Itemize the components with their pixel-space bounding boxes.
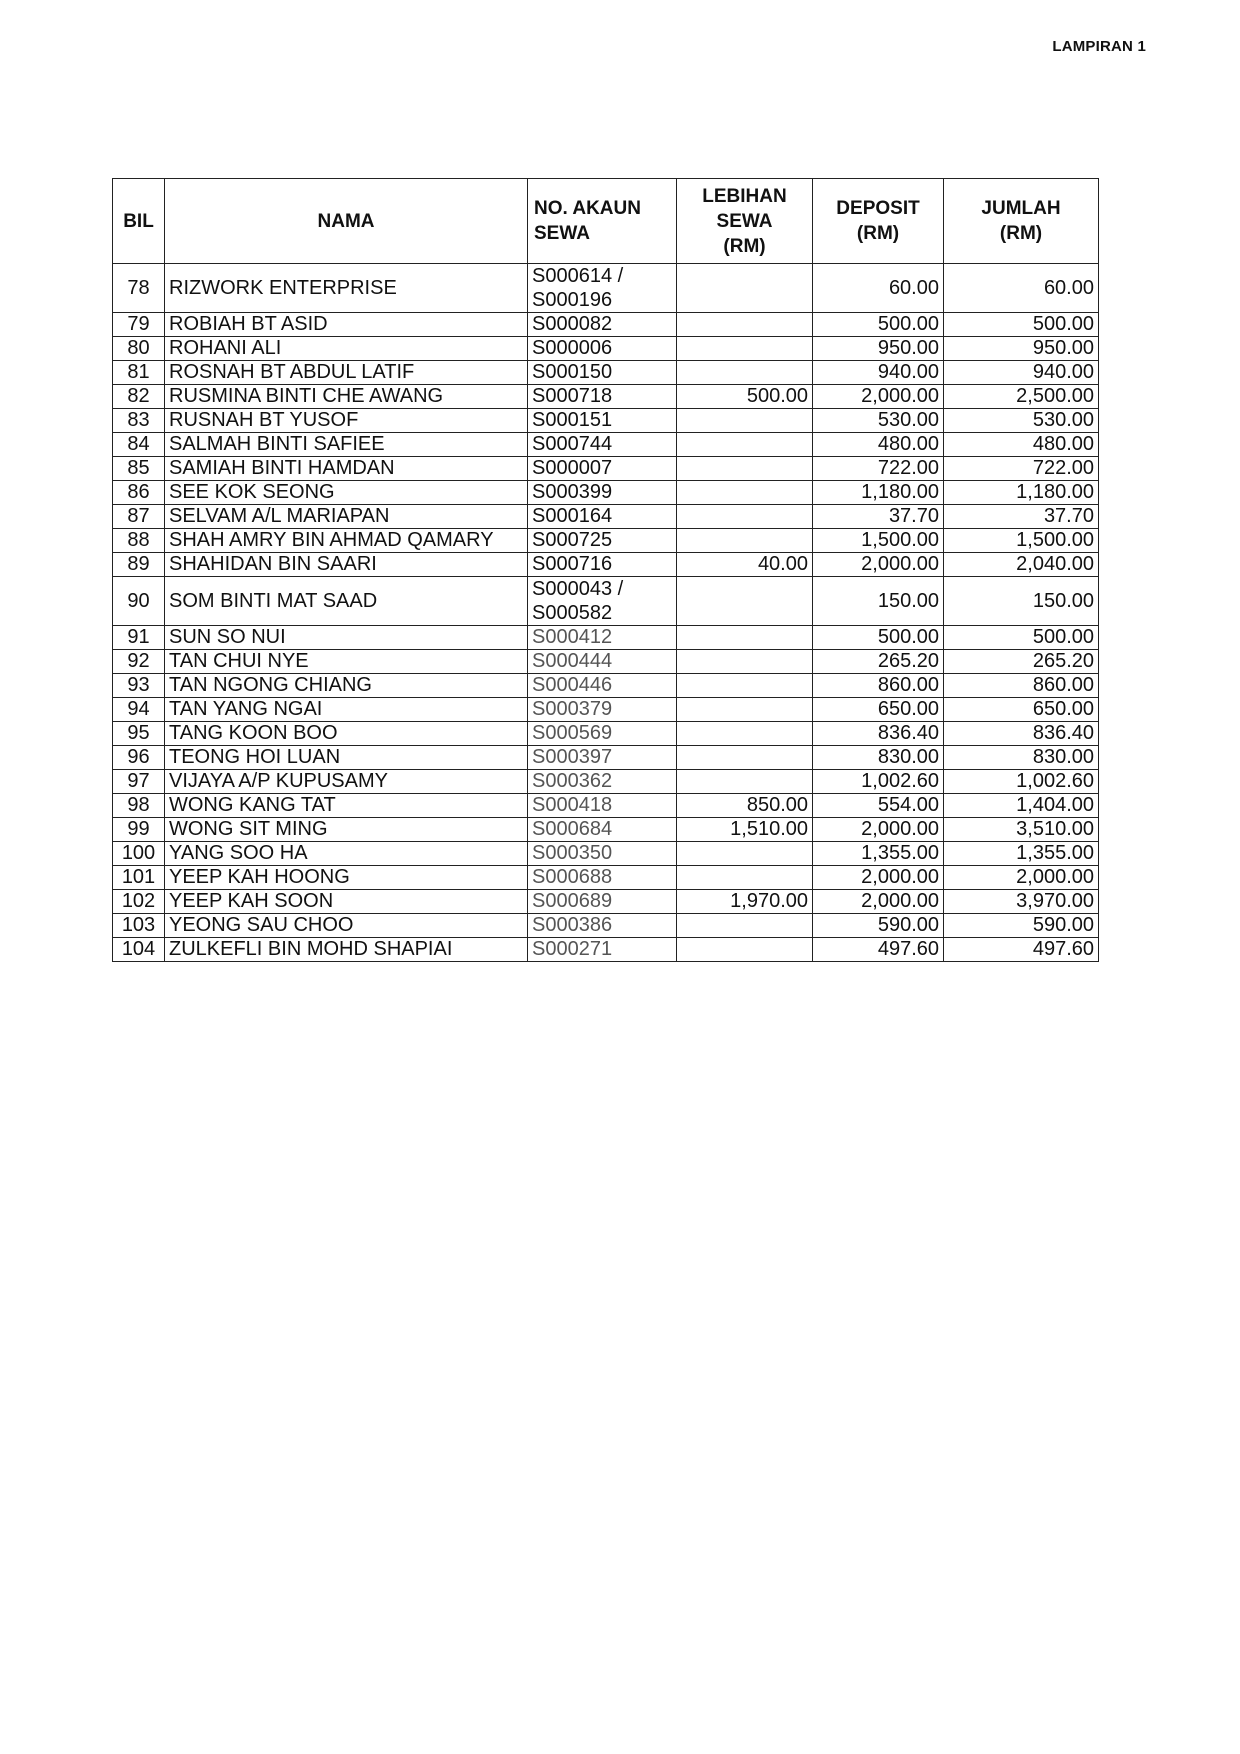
cell-jumlah: 830.00 [944, 746, 1099, 770]
annex-label: LAMPIRAN 1 [1052, 38, 1146, 55]
cell-jumlah: 1,002.60 [944, 770, 1099, 794]
table-header [113, 179, 1099, 264]
cell-lebihan-sewa [677, 505, 813, 529]
cell-jumlah: 265.20 [944, 650, 1099, 674]
table-row [113, 794, 1099, 818]
table-row [113, 505, 1099, 529]
cell-deposit: 836.40 [813, 722, 944, 746]
cell-bil: 79 [113, 313, 165, 337]
cell-no-akaun-sewa [528, 722, 677, 746]
cell-deposit: 650.00 [813, 698, 944, 722]
cell-jumlah: 650.00 [944, 698, 1099, 722]
account-number: S000350 [532, 842, 613, 864]
header-jumlah [944, 179, 1099, 264]
cell-bil: 95 [113, 722, 165, 746]
account-number: S000043 / [532, 578, 624, 600]
header-row [113, 179, 1099, 264]
cell-lebihan-sewa: 850.00 [677, 794, 813, 818]
table-row [113, 914, 1099, 938]
account-number: S000725 [532, 529, 613, 551]
cell-jumlah: 1,500.00 [944, 529, 1099, 553]
cell-lebihan-sewa [677, 938, 813, 962]
deposit-table-container [112, 178, 1098, 962]
cell-lebihan-sewa [677, 409, 813, 433]
account-number: S000379 [532, 698, 613, 720]
cell-lebihan-sewa [677, 746, 813, 770]
account-number: S000196 [532, 289, 613, 311]
table-row [113, 457, 1099, 481]
cell-jumlah: 1,180.00 [944, 481, 1099, 505]
cell-bil: 96 [113, 746, 165, 770]
cell-lebihan-sewa [677, 770, 813, 794]
cell-no-akaun-sewa [528, 938, 677, 962]
cell-lebihan-sewa: 1,510.00 [677, 818, 813, 842]
cell-nama: ROBIAH BT ASID [165, 313, 528, 337]
table-row [113, 866, 1099, 890]
cell-bil: 88 [113, 529, 165, 553]
cell-lebihan-sewa [677, 457, 813, 481]
account-number: S000582 [532, 602, 613, 624]
cell-nama: YANG SOO HA [165, 842, 528, 866]
cell-nama: ZULKEFLI BIN MOHD SHAPIAI [165, 938, 528, 962]
table-row [113, 577, 1099, 626]
cell-jumlah: 530.00 [944, 409, 1099, 433]
cell-no-akaun-sewa [528, 433, 677, 457]
cell-deposit: 950.00 [813, 337, 944, 361]
cell-deposit: 500.00 [813, 313, 944, 337]
cell-nama: RUSNAH BT YUSOF [165, 409, 528, 433]
header-lebihan-sewa [677, 179, 813, 264]
cell-nama: SEE KOK SEONG [165, 481, 528, 505]
cell-nama: SHAH AMRY BIN AHMAD QAMARY [165, 529, 528, 553]
deposit-table [112, 178, 1099, 962]
table-row [113, 650, 1099, 674]
cell-deposit: 722.00 [813, 457, 944, 481]
account-number: S000164 [532, 505, 613, 527]
header-lebihan-line-1: LEBIHAN [702, 185, 787, 207]
table-row [113, 553, 1099, 577]
cell-bil: 81 [113, 361, 165, 385]
cell-jumlah: 836.40 [944, 722, 1099, 746]
cell-bil: 101 [113, 866, 165, 890]
account-number: S000399 [532, 481, 613, 503]
table-row [113, 890, 1099, 914]
table-row [113, 626, 1099, 650]
cell-jumlah: 950.00 [944, 337, 1099, 361]
account-number: S000569 [532, 722, 613, 744]
header-akaun-line-1: NO. AKAUN [534, 198, 641, 219]
table-row [113, 361, 1099, 385]
cell-jumlah: 1,404.00 [944, 794, 1099, 818]
account-number: S000684 [532, 818, 613, 840]
account-number: S000446 [532, 674, 613, 696]
cell-nama: YEEP KAH SOON [165, 890, 528, 914]
cell-nama: RUSMINA BINTI CHE AWANG [165, 385, 528, 409]
cell-bil: 94 [113, 698, 165, 722]
cell-no-akaun-sewa [528, 313, 677, 337]
cell-lebihan-sewa: 40.00 [677, 553, 813, 577]
cell-bil: 100 [113, 842, 165, 866]
cell-deposit: 2,000.00 [813, 818, 944, 842]
header-deposit-line-2: (RM) [856, 223, 900, 244]
cell-nama: VIJAYA A/P KUPUSAMY [165, 770, 528, 794]
account-number: S000444 [532, 650, 613, 672]
cell-bil: 84 [113, 433, 165, 457]
cell-deposit: 940.00 [813, 361, 944, 385]
cell-bil: 97 [113, 770, 165, 794]
cell-no-akaun-sewa [528, 457, 677, 481]
account-number: S000397 [532, 746, 613, 768]
cell-jumlah: 3,970.00 [944, 890, 1099, 914]
cell-lebihan-sewa [677, 626, 813, 650]
cell-no-akaun-sewa [528, 842, 677, 866]
cell-lebihan-sewa [677, 914, 813, 938]
cell-nama: SUN SO NUI [165, 626, 528, 650]
cell-deposit: 1,180.00 [813, 481, 944, 505]
header-jumlah-line-2: (RM) [999, 223, 1043, 244]
cell-lebihan-sewa [677, 433, 813, 457]
table-row [113, 842, 1099, 866]
account-number: S000386 [532, 914, 613, 936]
table-row [113, 529, 1099, 553]
table-row [113, 433, 1099, 457]
account-number: S000150 [532, 361, 613, 383]
cell-jumlah: 60.00 [944, 264, 1099, 313]
header-bil: BIL [113, 179, 165, 264]
cell-lebihan-sewa: 500.00 [677, 385, 813, 409]
cell-deposit: 554.00 [813, 794, 944, 818]
cell-no-akaun-sewa [528, 626, 677, 650]
cell-jumlah: 722.00 [944, 457, 1099, 481]
cell-no-akaun-sewa [528, 577, 677, 626]
cell-lebihan-sewa: 1,970.00 [677, 890, 813, 914]
cell-jumlah: 2,000.00 [944, 866, 1099, 890]
cell-lebihan-sewa [677, 313, 813, 337]
table-row [113, 722, 1099, 746]
table-row [113, 385, 1099, 409]
cell-nama: ROHANI ALI [165, 337, 528, 361]
table-row [113, 938, 1099, 962]
cell-lebihan-sewa [677, 529, 813, 553]
cell-deposit: 2,000.00 [813, 890, 944, 914]
account-number: S000151 [532, 409, 613, 431]
cell-lebihan-sewa [677, 698, 813, 722]
cell-bil: 91 [113, 626, 165, 650]
cell-no-akaun-sewa [528, 264, 677, 313]
cell-bil: 89 [113, 553, 165, 577]
cell-deposit: 860.00 [813, 674, 944, 698]
cell-jumlah: 3,510.00 [944, 818, 1099, 842]
cell-deposit: 1,002.60 [813, 770, 944, 794]
cell-bil: 98 [113, 794, 165, 818]
cell-no-akaun-sewa [528, 409, 677, 433]
cell-lebihan-sewa [677, 264, 813, 313]
table-row [113, 746, 1099, 770]
cell-deposit: 500.00 [813, 626, 944, 650]
cell-lebihan-sewa [677, 866, 813, 890]
cell-jumlah: 1,355.00 [944, 842, 1099, 866]
header-lebihan-line-2: SEWA [716, 210, 773, 232]
cell-bil: 78 [113, 264, 165, 313]
cell-nama: TAN CHUI NYE [165, 650, 528, 674]
cell-no-akaun-sewa [528, 385, 677, 409]
cell-deposit: 2,000.00 [813, 553, 944, 577]
table-row [113, 481, 1099, 505]
cell-bil: 85 [113, 457, 165, 481]
account-number: S000688 [532, 866, 613, 888]
cell-nama: RIZWORK ENTERPRISE [165, 264, 528, 313]
cell-deposit: 2,000.00 [813, 866, 944, 890]
cell-deposit: 60.00 [813, 264, 944, 313]
cell-jumlah: 2,040.00 [944, 553, 1099, 577]
cell-deposit: 37.70 [813, 505, 944, 529]
cell-lebihan-sewa [677, 842, 813, 866]
cell-bil: 87 [113, 505, 165, 529]
cell-lebihan-sewa [677, 674, 813, 698]
cell-lebihan-sewa [677, 361, 813, 385]
header-jumlah-line-1: JUMLAH [981, 198, 1061, 219]
cell-no-akaun-sewa [528, 698, 677, 722]
cell-bil: 80 [113, 337, 165, 361]
header-deposit-line-1: DEPOSIT [836, 198, 920, 219]
cell-jumlah: 2,500.00 [944, 385, 1099, 409]
cell-nama: SAMIAH BINTI HAMDAN [165, 457, 528, 481]
table-body [113, 264, 1099, 962]
cell-no-akaun-sewa [528, 794, 677, 818]
cell-no-akaun-sewa [528, 361, 677, 385]
table-row [113, 698, 1099, 722]
cell-bil: 104 [113, 938, 165, 962]
table-row [113, 313, 1099, 337]
cell-nama: WONG SIT MING [165, 818, 528, 842]
cell-bil: 90 [113, 577, 165, 626]
cell-no-akaun-sewa [528, 674, 677, 698]
account-number: S000418 [532, 794, 613, 816]
cell-bil: 92 [113, 650, 165, 674]
cell-no-akaun-sewa [528, 337, 677, 361]
table-row [113, 770, 1099, 794]
cell-deposit: 497.60 [813, 938, 944, 962]
cell-deposit: 150.00 [813, 577, 944, 626]
account-number: S000006 [532, 337, 613, 359]
account-number: S000362 [532, 770, 613, 792]
cell-jumlah: 500.00 [944, 626, 1099, 650]
cell-bil: 103 [113, 914, 165, 938]
cell-lebihan-sewa [677, 577, 813, 626]
account-number: S000689 [532, 890, 613, 912]
cell-deposit: 1,500.00 [813, 529, 944, 553]
cell-jumlah: 37.70 [944, 505, 1099, 529]
table-row [113, 409, 1099, 433]
cell-no-akaun-sewa [528, 866, 677, 890]
cell-bil: 83 [113, 409, 165, 433]
cell-deposit: 480.00 [813, 433, 944, 457]
cell-nama: SOM BINTI MAT SAAD [165, 577, 528, 626]
account-number: S000614 / [532, 265, 624, 287]
cell-lebihan-sewa [677, 481, 813, 505]
cell-jumlah: 860.00 [944, 674, 1099, 698]
cell-deposit: 265.20 [813, 650, 944, 674]
header-no-akaun-sewa [528, 179, 677, 264]
cell-bil: 99 [113, 818, 165, 842]
cell-jumlah: 940.00 [944, 361, 1099, 385]
cell-no-akaun-sewa [528, 481, 677, 505]
cell-nama: SHAHIDAN BIN SAARI [165, 553, 528, 577]
cell-no-akaun-sewa [528, 505, 677, 529]
account-number: S000718 [532, 385, 613, 407]
cell-bil: 102 [113, 890, 165, 914]
cell-lebihan-sewa [677, 337, 813, 361]
cell-nama: TAN YANG NGAI [165, 698, 528, 722]
cell-nama: WONG KANG TAT [165, 794, 528, 818]
account-number: S000412 [532, 626, 613, 648]
cell-lebihan-sewa [677, 722, 813, 746]
cell-nama: SALMAH BINTI SAFIEE [165, 433, 528, 457]
cell-nama: TEONG HOI LUAN [165, 746, 528, 770]
cell-nama: YEEP KAH HOONG [165, 866, 528, 890]
header-akaun-line-2: SEWA [534, 223, 590, 244]
cell-jumlah: 150.00 [944, 577, 1099, 626]
account-number: S000082 [532, 313, 613, 335]
cell-no-akaun-sewa [528, 770, 677, 794]
cell-bil: 86 [113, 481, 165, 505]
cell-no-akaun-sewa [528, 650, 677, 674]
cell-deposit: 2,000.00 [813, 385, 944, 409]
cell-bil: 82 [113, 385, 165, 409]
account-number: S000744 [532, 433, 613, 455]
cell-no-akaun-sewa [528, 746, 677, 770]
cell-bil: 93 [113, 674, 165, 698]
account-number: S000716 [532, 553, 613, 575]
cell-deposit: 830.00 [813, 746, 944, 770]
cell-no-akaun-sewa [528, 529, 677, 553]
cell-jumlah: 497.60 [944, 938, 1099, 962]
cell-deposit: 1,355.00 [813, 842, 944, 866]
cell-nama: YEONG SAU CHOO [165, 914, 528, 938]
cell-nama: SELVAM A/L MARIAPAN [165, 505, 528, 529]
header-nama: NAMA [165, 179, 528, 264]
cell-nama: ROSNAH BT ABDUL LATIF [165, 361, 528, 385]
header-deposit [813, 179, 944, 264]
cell-no-akaun-sewa [528, 818, 677, 842]
cell-no-akaun-sewa [528, 914, 677, 938]
cell-no-akaun-sewa [528, 553, 677, 577]
cell-deposit: 590.00 [813, 914, 944, 938]
cell-no-akaun-sewa [528, 890, 677, 914]
table-row [113, 818, 1099, 842]
cell-nama: TAN NGONG CHIANG [165, 674, 528, 698]
cell-jumlah: 480.00 [944, 433, 1099, 457]
cell-jumlah: 590.00 [944, 914, 1099, 938]
account-number: S000007 [532, 457, 613, 479]
cell-nama: TANG KOON BOO [165, 722, 528, 746]
table-row [113, 674, 1099, 698]
cell-deposit: 530.00 [813, 409, 944, 433]
header-lebihan-line-3: (RM) [723, 235, 766, 257]
table-row [113, 337, 1099, 361]
cell-jumlah: 500.00 [944, 313, 1099, 337]
account-number: S000271 [532, 938, 613, 960]
table-row [113, 264, 1099, 313]
cell-lebihan-sewa [677, 650, 813, 674]
